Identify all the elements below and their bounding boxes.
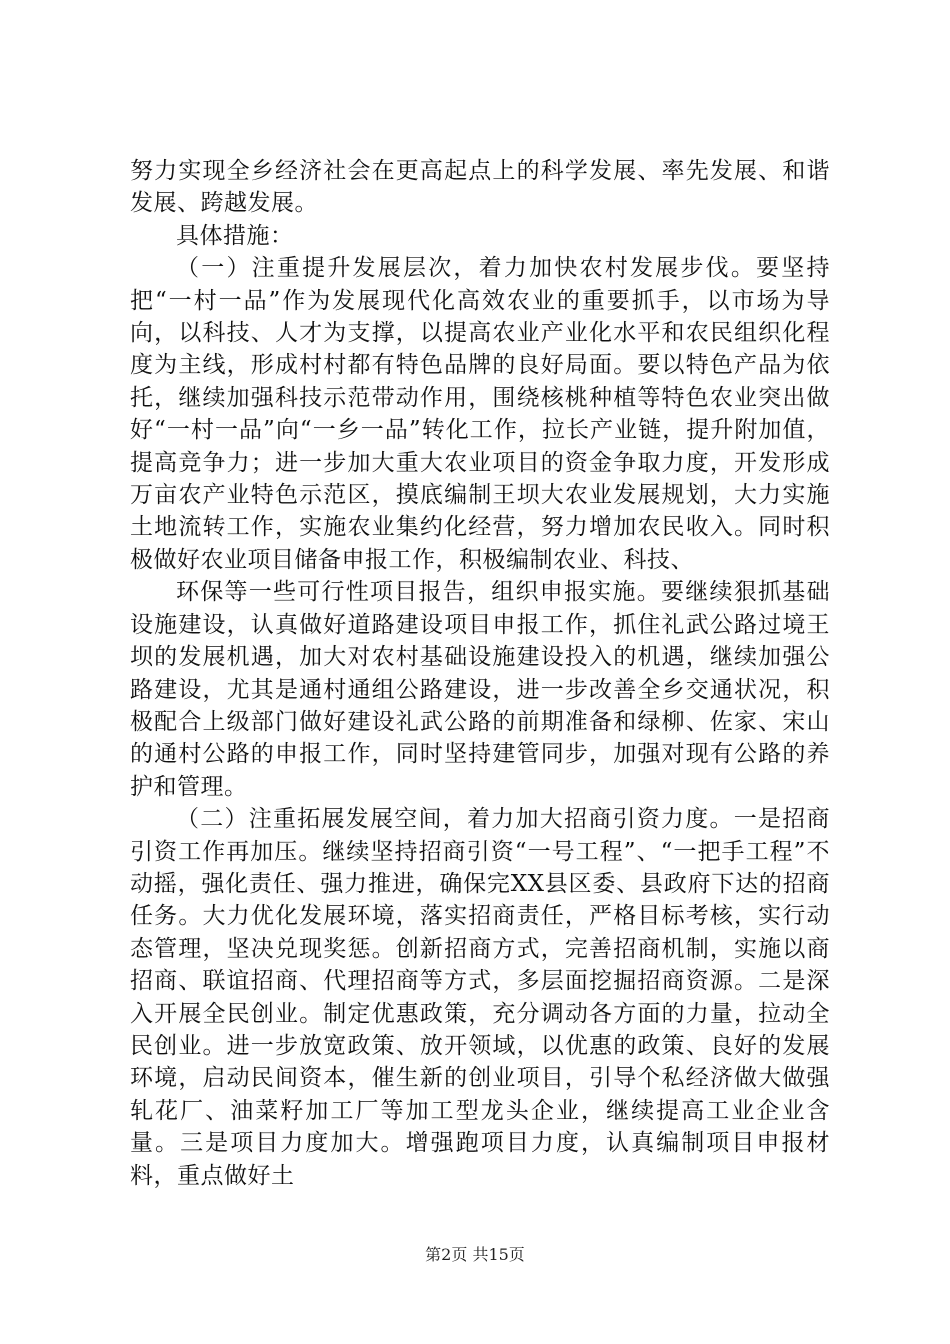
paragraph-infrastructure: 环保等一些可行性项目报告，组织申报实施。要继续狠抓基础设施建设，认真做好道路建设项目申报工作，抓住礼武公路过境王坝的发展机遇，加大对农村基础设施建设投入的机遇，继续加强公路建设，尤其是通村通组公路建设，进一步改善全乡交通状况，积极配合上级部门做好建设礼武公路的前期准备和绿柳、佐家、宋山的通村公路的申报工作，同时坚持建管同步，加强对现有公路的养护和管理。 bbox=[130, 579, 830, 800]
paragraph-continuation: 努力实现全乡经济社会在更高起点上的科学发展、率先发展、和谐发展、跨越发展。 bbox=[130, 158, 830, 217]
paragraph-measures-heading: 具体措施： bbox=[176, 222, 294, 249]
paragraph-section-two: （二）注重拓展发展空间，着力加大招商引资力度。一是招商引资工作再加压。继续坚持招商引资“一号工程”、“一把手工程”不动摇，强化责任、强力推进，确保完XX县区委、县政府下达的招商任务。大力优化发展环境，落实招商责任，严格目标考核，实行动态管理，坚决兑现奖惩。创新招商方式，完善招商机制，实施以商招商、联谊招商、代理招商等方式，多层面挖掘招商资源。二是深入开展全民创业。制定优惠政策，充分调动各方面的力量，拉动全民创业。进一步放宽政策、放开领域，以优惠的政策、良好的发展环境，启动民间资本，催生新的创业项目，引导个私经济做大做强轧花厂、油菜籽加工厂等加工型龙头企业，继续提高工业企业含量。三是项目力度加大。增强跑项目力度，认真编制项目申报材料，重点做好土 bbox=[130, 806, 830, 1189]
paragraph-section-one: （一）注重提升发展层次，着力加快农村发展步伐。要坚持把“一村一品”作为发展现代化高效农业的重要抓手，以市场为导向，以科技、人才为支撑，以提高农业产业化水平和农民组织化程度为主线，形成村村都有特色品牌的良好局面。要以特色产品为依托，继续加强科技示范带动作用，围绕核桃种植等特色农业突出做好“一村一品”向“一乡一品”转化工作，拉长产业链，提升附加值，提高竞争力；进一步加大重大农业项目的资金争取力度，开发形成万亩农产业特色示范区，摸底编制王坝大农业发展规划，大力实施土地流转工作，实施农业集约化经营，努力增加农民收入。同时积极做好农业项目储备申报工作，积极编制农业、科技、 bbox=[130, 255, 830, 573]
page-footer: 第2页 共15页 bbox=[425, 1245, 525, 1264]
body-text bbox=[130, 155, 830, 1192]
